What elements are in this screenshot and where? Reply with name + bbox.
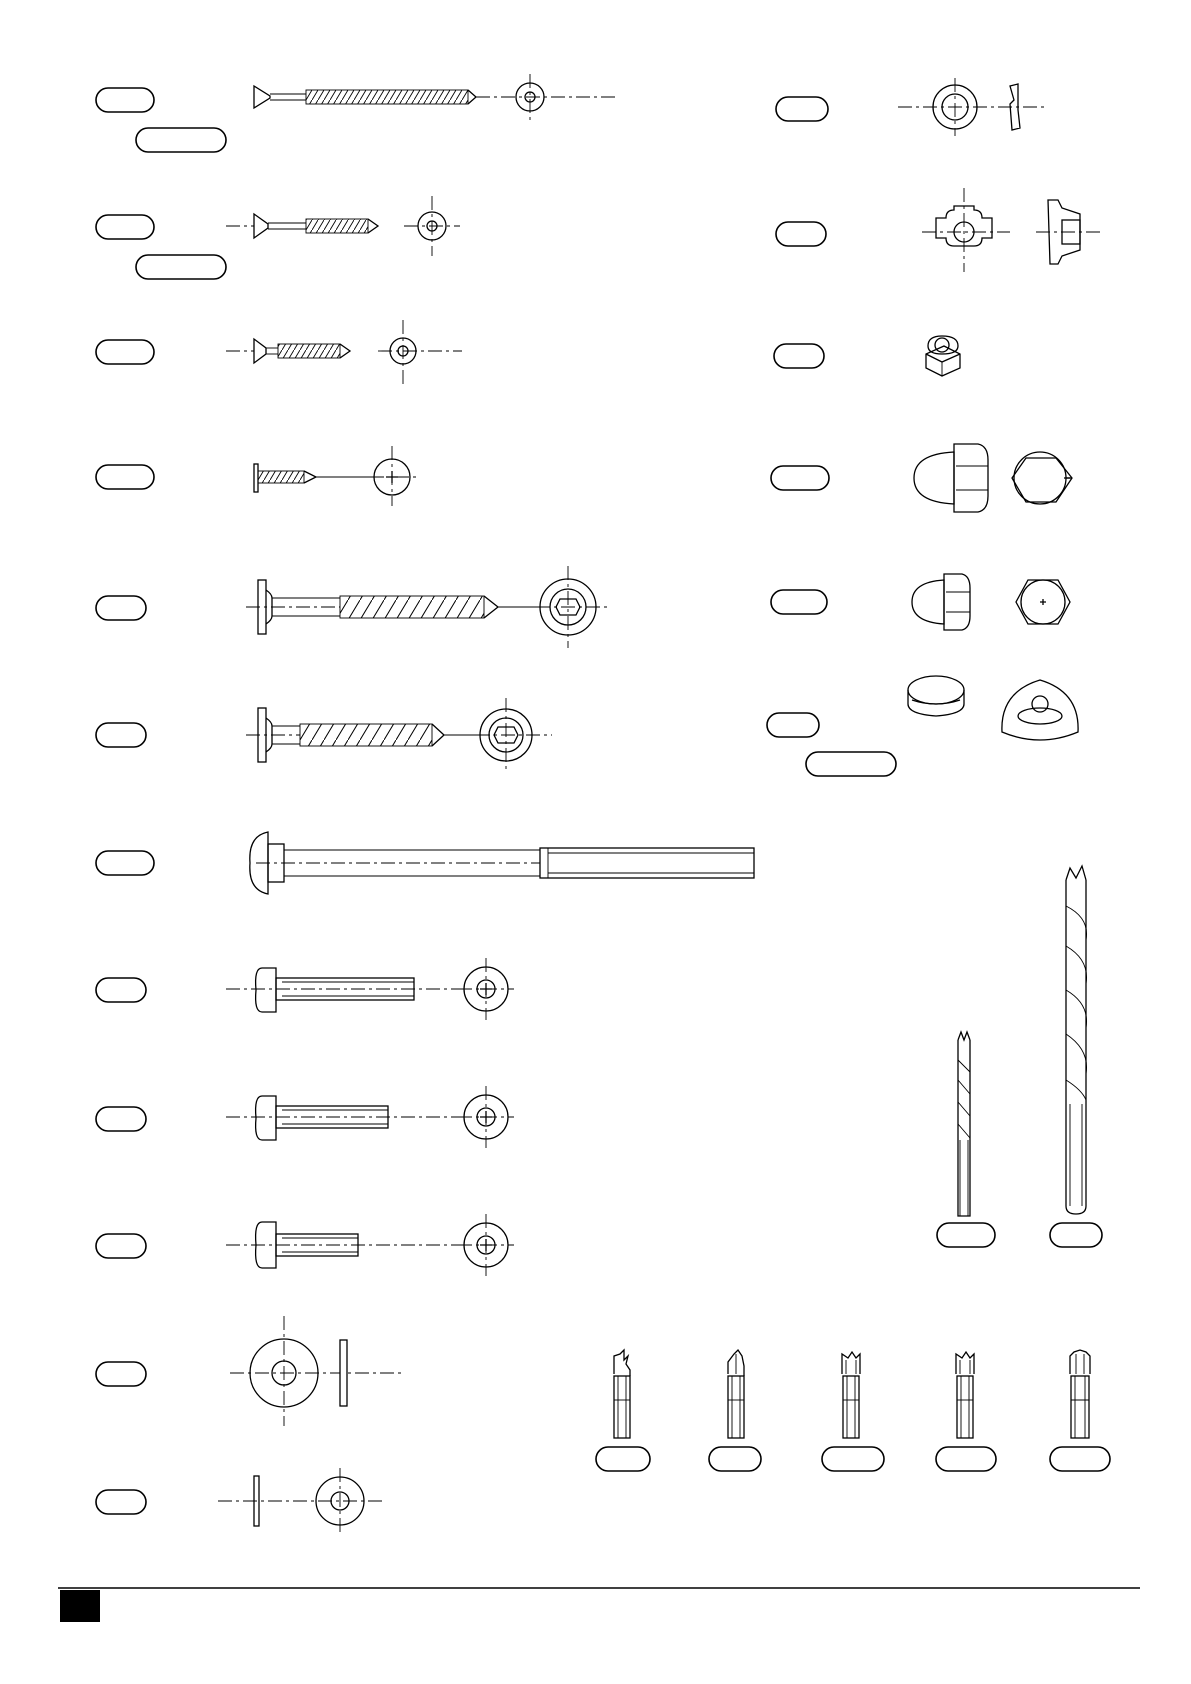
quantity-label-box bbox=[136, 128, 226, 152]
part-label-box bbox=[96, 1107, 146, 1131]
small-washer-row bbox=[96, 1468, 386, 1534]
countersunk-screw-long-row bbox=[96, 74, 616, 152]
connector-bolt-icon bbox=[226, 1214, 514, 1276]
drill-bit-icon bbox=[1066, 866, 1087, 1214]
quantity-label-box bbox=[806, 752, 896, 776]
flange-screw-icon bbox=[246, 566, 610, 648]
torx-bit-1-item bbox=[822, 1352, 884, 1471]
connector-bolt-short-row bbox=[96, 1214, 514, 1276]
phillips-bit-icon bbox=[614, 1350, 630, 1438]
part-label-box bbox=[596, 1447, 650, 1471]
cap-nut-icon bbox=[914, 444, 1072, 512]
hex-bit-icon bbox=[1070, 1350, 1090, 1438]
flange-screw-icon bbox=[246, 698, 552, 772]
part-label-box bbox=[1050, 1223, 1102, 1247]
part-label-box bbox=[96, 465, 154, 489]
carriage-bolt-row bbox=[96, 832, 754, 894]
drill-bit-icon bbox=[958, 1032, 970, 1216]
part-label-box bbox=[96, 596, 146, 620]
part-label-box bbox=[96, 723, 146, 747]
countersunk-screw-medium-row bbox=[96, 196, 460, 279]
page-number-marker bbox=[60, 1590, 100, 1622]
tee-nut-row bbox=[776, 188, 1100, 272]
part-label-box bbox=[1050, 1447, 1110, 1471]
drill-bit-large-item bbox=[1050, 866, 1102, 1247]
part-label-box bbox=[771, 466, 829, 490]
part-label-box bbox=[937, 1223, 995, 1247]
connector-bolt-long-row bbox=[96, 958, 514, 1020]
part-label-box bbox=[709, 1447, 761, 1471]
cap-nut-small-row bbox=[771, 574, 1070, 630]
part-label-box bbox=[96, 215, 154, 239]
carriage-bolt-icon bbox=[250, 832, 754, 894]
part-label-box bbox=[776, 222, 826, 246]
quantity-label-box bbox=[136, 255, 226, 279]
torx-bit-icon bbox=[956, 1352, 974, 1438]
part-label-box bbox=[96, 1362, 146, 1386]
phillips-bit-item bbox=[596, 1350, 650, 1471]
tee-nut-icon bbox=[922, 188, 1100, 272]
cover-cap-icon bbox=[908, 676, 1078, 740]
countersunk-screw-icon bbox=[254, 74, 616, 122]
page-footer bbox=[58, 1588, 1140, 1622]
phillips-screw-small-row bbox=[96, 446, 420, 506]
part-label-box bbox=[96, 851, 154, 875]
flange-screw-short-row bbox=[96, 698, 552, 772]
connector-bolt-icon bbox=[226, 1086, 514, 1148]
cap-nut-large-row bbox=[771, 444, 1072, 512]
countersunk-screw-short-row bbox=[96, 320, 462, 384]
flange-screw-long-row bbox=[96, 566, 610, 648]
pozidriv-bit-item bbox=[709, 1350, 761, 1471]
torx-bit-2-item bbox=[936, 1352, 996, 1471]
countersunk-screw-icon bbox=[226, 196, 460, 256]
washer-icon bbox=[230, 1316, 402, 1426]
part-label-box bbox=[822, 1447, 884, 1471]
cover-caps-row bbox=[767, 676, 1078, 776]
part-label-box bbox=[96, 88, 154, 112]
part-label-box bbox=[776, 97, 828, 121]
countersunk-screw-icon bbox=[226, 320, 462, 384]
lock-nut-row bbox=[774, 336, 960, 376]
pozidriv-bit-icon bbox=[728, 1350, 744, 1438]
part-label-box bbox=[936, 1447, 996, 1471]
part-label-box bbox=[96, 1234, 146, 1258]
spring-washer-row bbox=[776, 78, 1048, 136]
part-label-box bbox=[771, 590, 827, 614]
part-label-box bbox=[767, 713, 819, 737]
torx-bit-icon bbox=[842, 1352, 860, 1438]
spring-washer-icon bbox=[898, 78, 1048, 136]
part-label-box bbox=[96, 340, 154, 364]
phillips-screw-icon bbox=[254, 446, 420, 506]
lock-nut-icon bbox=[926, 336, 960, 376]
connector-bolt-medium-row bbox=[96, 1086, 514, 1148]
cap-nut-icon bbox=[912, 574, 1070, 630]
part-label-box bbox=[96, 1490, 146, 1514]
part-label-box bbox=[774, 344, 824, 368]
large-washer-row bbox=[96, 1316, 402, 1426]
washer-icon bbox=[218, 1468, 386, 1534]
hex-bit-item bbox=[1050, 1350, 1110, 1471]
connector-bolt-icon bbox=[226, 958, 514, 1020]
part-label-box bbox=[96, 978, 146, 1002]
drill-bit-small-item bbox=[937, 1032, 995, 1247]
